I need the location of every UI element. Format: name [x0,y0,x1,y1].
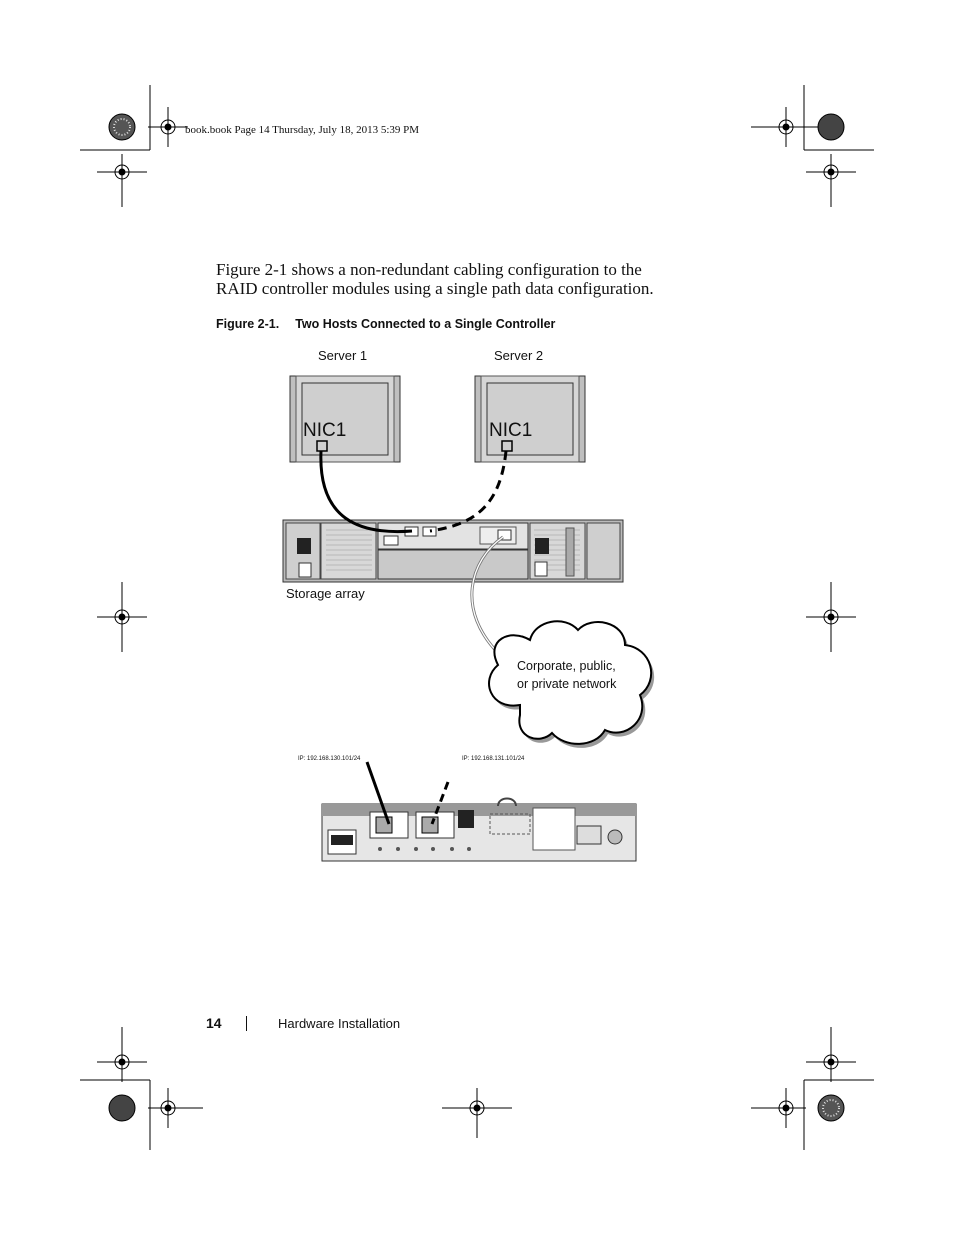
server-2-cable [430,451,506,531]
server-1-label: Server 1 [318,348,368,363]
server-2-icon [475,376,585,462]
network-label-line-2: or private network [517,677,617,691]
page-number: 14 [206,1015,222,1031]
controller-module-detail [322,799,636,862]
server-2-nic-label: NIC1 [489,420,533,441]
server-1-nic-label: NIC1 [303,420,347,441]
print-header-info: book.book Page 14 Thursday, July 18, 2013 5:39 PM [185,124,420,136]
storage-array-label: Storage array [286,586,365,601]
figure-number: Figure 2-1. [216,317,280,331]
server-2-label: Server 2 [494,348,544,363]
network-label-line-1: Corporate, public, [517,659,616,673]
footer-divider [246,1016,247,1031]
left-ip-label: IP: 192.168.130.101/24 [298,756,361,762]
body-paragraph: Figure 2-1 shows a non-redundant cabling configuration to the RAID controller modules using a single path data configuration. [216,260,654,298]
figure-title: Two Hosts Connected to a Single Controller [295,317,556,331]
section-title: Hardware Installation [278,1016,401,1031]
storage-array-chassis [283,520,623,582]
server-1-icon [290,376,400,462]
right-ip-label: IP: 192.168.131.101/24 [462,756,525,762]
